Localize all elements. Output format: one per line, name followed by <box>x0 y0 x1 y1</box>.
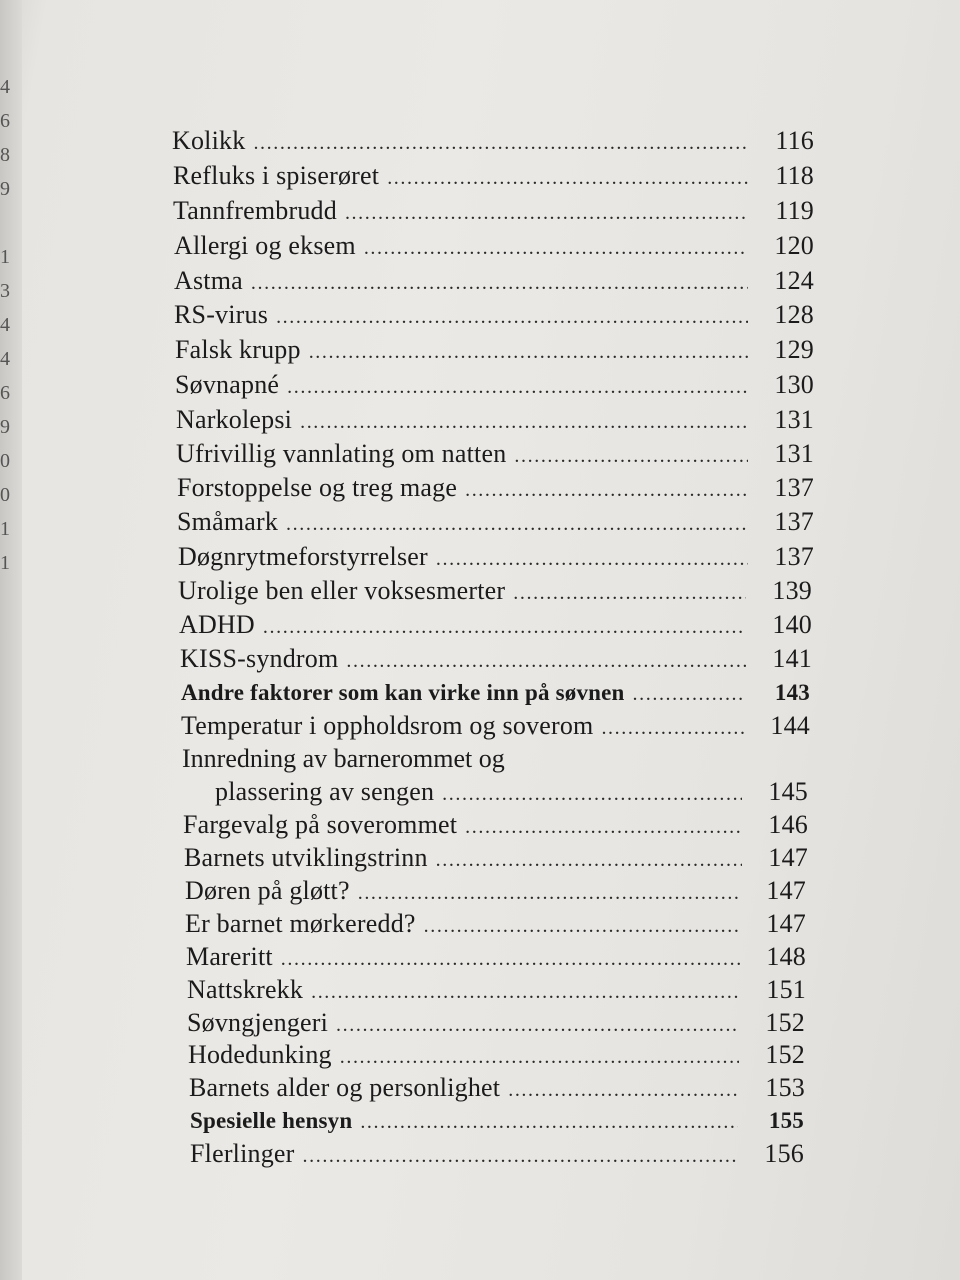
toc-entry-title: ADHD <box>179 610 255 639</box>
toc-entry-page: 140 <box>772 610 812 639</box>
toc-entry <box>185 907 806 940</box>
dot-leader <box>263 611 746 644</box>
toc-entry <box>181 709 810 742</box>
toc-entry-page: 130 <box>774 370 814 399</box>
toc-entry <box>184 841 808 874</box>
dot-leader <box>633 678 744 711</box>
dot-leader <box>442 778 742 811</box>
edge-mark: 6 <box>0 110 10 132</box>
toc-entry <box>172 124 814 157</box>
dot-leader <box>436 844 742 877</box>
edge-mark: 4 <box>0 314 10 336</box>
toc-entry-page: 124 <box>774 266 814 295</box>
toc-entry-title: plassering av sengen <box>215 777 435 806</box>
toc-entry-page: 137 <box>774 507 814 536</box>
toc-entry-title: Fargevalg på soverommet <box>183 810 458 839</box>
toc-entry-title: Kolikk <box>172 126 246 155</box>
toc-entry-title: Forstoppelse og treg mage <box>177 473 458 502</box>
toc-entry-page: 119 <box>775 196 814 225</box>
toc-entry <box>187 1006 805 1039</box>
toc-entry-page: 147 <box>766 876 806 905</box>
toc-entry-title: Spesielle hensyn <box>190 1108 353 1133</box>
dot-leader <box>465 811 742 844</box>
dot-leader <box>287 371 748 404</box>
toc-entry-page: 156 <box>764 1139 804 1168</box>
toc-entry-title: Er barnet mørkeredd? <box>185 909 416 938</box>
toc-entry-page: 137 <box>774 473 814 502</box>
toc-entry-page: 143 <box>774 680 810 705</box>
edge-mark: 0 <box>0 484 10 506</box>
toc-entry <box>185 874 806 907</box>
dot-leader <box>424 910 740 943</box>
toc-entry <box>178 574 812 607</box>
toc-entry-title: Barnets alder og personlighet <box>189 1073 501 1102</box>
toc-entry-title: Tannfrembrudd <box>173 196 337 225</box>
dot-leader <box>340 1041 739 1074</box>
dot-leader <box>358 877 740 910</box>
dot-leader <box>309 336 748 369</box>
dot-leader <box>346 645 746 678</box>
dot-leader <box>360 1106 738 1139</box>
toc-entry-title: Småmark <box>177 507 279 536</box>
toc-entry-title: Barnets utviklingstrinn <box>184 843 428 872</box>
edge-mark: 9 <box>0 416 10 438</box>
toc-section-heading <box>181 676 810 709</box>
toc-entry <box>189 1071 805 1104</box>
dot-leader <box>303 1140 738 1173</box>
toc-entry-title: Flerlinger <box>190 1139 295 1168</box>
toc-entry-title: Urolige ben eller voksesmerter <box>178 576 506 605</box>
toc-entry <box>188 1038 805 1071</box>
toc-entry-title: Søvnapné <box>175 370 280 399</box>
toc-entry <box>177 471 814 504</box>
toc-entry <box>176 437 814 470</box>
toc-entry <box>179 608 812 641</box>
dot-leader <box>601 712 744 745</box>
toc-entry <box>173 194 814 227</box>
toc-entry-page: 145 <box>768 777 808 806</box>
edge-mark: 1 <box>0 552 10 574</box>
toc-entry-title: Narkolepsi <box>176 405 293 434</box>
toc-entry-title: Ufrivillig vannlating om natten <box>176 439 507 468</box>
toc-entry-page: 137 <box>774 542 814 571</box>
edge-mark: 9 <box>0 178 10 200</box>
toc-entry-page: 128 <box>774 300 814 329</box>
dot-leader <box>364 232 748 265</box>
toc-entry-page: 155 <box>768 1108 804 1133</box>
edge-mark: 6 <box>0 382 10 404</box>
toc-entry-page: 144 <box>770 711 810 740</box>
dot-leader <box>253 127 748 160</box>
toc-entry <box>215 775 808 808</box>
edge-mark: 3 <box>0 280 10 302</box>
toc-entry-page: 139 <box>772 576 812 605</box>
toc-entry-title: Allergi og eksem <box>174 231 356 260</box>
dot-leader <box>300 406 748 439</box>
toc-entry-title: Temperatur i oppholdsrom og soverom <box>181 711 594 740</box>
toc-entry-page: 120 <box>774 231 814 260</box>
toc-entry <box>173 159 814 192</box>
dot-leader <box>276 301 748 334</box>
toc-entry <box>177 505 814 538</box>
dot-leader <box>508 1074 739 1107</box>
toc-entry-page: 146 <box>768 810 808 839</box>
toc-entry <box>175 368 814 401</box>
toc-entry-page: 131 <box>774 405 814 434</box>
toc-entry-title: RS-virus <box>174 300 269 329</box>
dot-leader <box>286 508 748 541</box>
toc-entry <box>175 333 814 366</box>
toc-entry <box>176 403 814 436</box>
toc-entry-title: Søvngjengeri <box>187 1008 329 1037</box>
edge-mark: 0 <box>0 450 10 472</box>
toc-entry-page: 131 <box>774 439 814 468</box>
dot-leader <box>514 440 748 473</box>
toc-entry <box>180 642 812 675</box>
toc-entry <box>178 540 814 573</box>
dot-leader <box>345 197 748 230</box>
toc-entry <box>187 973 806 1006</box>
toc-entry <box>174 229 814 262</box>
edge-mark: 1 <box>0 246 10 268</box>
toc-entry-title: Andre faktorer som kan virke inn på søvnen <box>181 680 625 705</box>
dot-leader <box>387 162 748 195</box>
edge-mark: 4 <box>0 76 10 98</box>
toc-entry-title: Falsk krupp <box>175 335 301 364</box>
dot-leader <box>465 474 748 507</box>
toc-entry-title: Nattskrekk <box>187 975 304 1004</box>
toc-entry-page: 151 <box>766 975 806 1004</box>
toc-section-heading <box>190 1104 804 1137</box>
toc-entry-title: Hodedunking <box>188 1040 332 1069</box>
dot-leader <box>513 577 746 610</box>
edge-mark: 1 <box>0 518 10 540</box>
toc-entry-page: 153 <box>765 1073 805 1102</box>
toc-entry-title: KISS-syndrom <box>180 644 339 673</box>
toc-entry-title-line: Innredning av barnerommet og <box>182 744 505 773</box>
dot-leader <box>311 976 740 1009</box>
toc-entry-page: 141 <box>772 644 812 673</box>
toc-entry-page: 116 <box>775 126 814 155</box>
dot-leader <box>251 267 748 300</box>
toc-entry <box>186 940 806 973</box>
dot-leader <box>281 943 740 976</box>
toc-entry <box>190 1137 804 1170</box>
toc-entry-title: Astma <box>174 266 243 295</box>
edge-mark: 4 <box>0 348 10 370</box>
toc-entry-page: 118 <box>775 161 814 190</box>
toc-entry-page: 147 <box>768 843 808 872</box>
toc-entry <box>174 264 814 297</box>
toc-entry-page: 147 <box>766 909 806 938</box>
toc-entry-title: Mareritt <box>186 942 273 971</box>
toc-entry-page: 152 <box>765 1040 805 1069</box>
toc-entry-page: 148 <box>766 942 806 971</box>
toc-entry-title: Refluks i spiserøret <box>173 161 380 190</box>
toc-entry <box>174 298 814 331</box>
toc-entry-page: 129 <box>774 335 814 364</box>
dot-leader <box>436 543 748 576</box>
toc-entry-title: Døren på gløtt? <box>185 876 350 905</box>
toc-entry-page: 152 <box>765 1008 805 1037</box>
toc-entry-title: Døgnrytmeforstyrrelser <box>178 542 428 571</box>
toc-entry <box>183 808 808 841</box>
edge-mark: 8 <box>0 144 10 166</box>
